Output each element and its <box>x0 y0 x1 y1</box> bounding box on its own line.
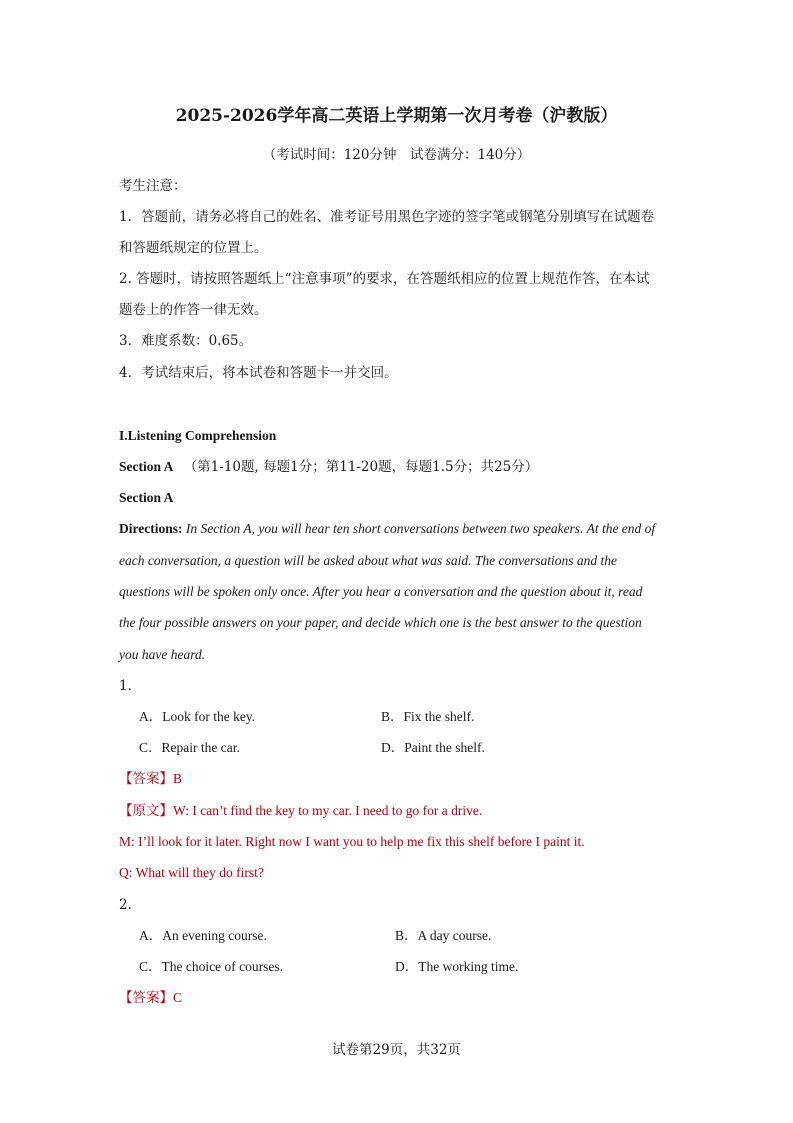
script-text: W: I can’t find the key to my car. I need to go for a drive. <box>173 803 483 818</box>
directions-text: the four possible answers on your paper, and decide which one is the best answer to the question <box>119 615 642 630</box>
option-c: C．Repair the car. <box>139 740 240 755</box>
option-d: D．The working time. <box>395 959 519 974</box>
option-d: D．Paint the shelf. <box>381 740 485 755</box>
notice-item: 1．答题前，请务必将自己的姓名、准考证号用黑色字迹的签字笔或钢笔分别填写在试题卷 <box>119 209 655 225</box>
page-footer: 试卷第29页，共32页 <box>332 1042 461 1058</box>
script-line <box>119 801 482 821</box>
option-b: B．A day course. <box>395 928 492 943</box>
answer-line <box>119 988 182 1008</box>
directions-text: In Section A, you will hear ten short conversations between two speakers. At the end of <box>185 521 656 536</box>
section-a-scoring-line <box>119 457 538 477</box>
section-a-heading: Section A <box>119 490 174 505</box>
section-a-label: Section A <box>119 459 174 474</box>
notice-heading: 考生注意： <box>119 178 187 194</box>
script-text: M: I’ll look for it later. Right now I want you to help me fix this shelf before I paint it. <box>119 834 585 849</box>
script-label: 【原文】 <box>119 803 173 819</box>
directions-text: questions will be spoken only once. After you hear a conversation and the question about it, read <box>119 584 643 599</box>
option-b: B．Fix the shelf. <box>381 709 475 724</box>
answer-label: 【答案】 <box>119 990 173 1006</box>
notice-item: 和答题纸规定的位置上。 <box>119 240 268 256</box>
question-number: 2． <box>119 897 142 913</box>
notice-item: 4．考试结束后，将本试卷和答题卡一并交回。 <box>119 365 398 381</box>
answer-label: 【答案】 <box>119 771 173 787</box>
notice-item: 题卷上的作答一律无效。 <box>119 302 268 318</box>
option-a: A．An evening course. <box>139 928 267 943</box>
directions-text: you have heard. <box>119 647 206 662</box>
directions-text: each conversation, a question will be asked about what was said. The conversations and the <box>119 553 617 568</box>
page-title: 2025-2026学年高二英语上学期第一次月考卷（沪教版） <box>175 106 618 126</box>
option-c: C．The choice of courses. <box>139 959 283 974</box>
script-text: Q: What will they do first? <box>119 865 264 880</box>
question-number: 1． <box>119 678 142 694</box>
answer-line <box>119 769 182 789</box>
answer-value: C <box>173 990 183 1005</box>
notice-item: 3．难度系数：0.65。 <box>119 333 253 349</box>
section-a-scoring: （第1-10题, 每题1分；第11-20题，每题1.5分；共25分） <box>183 459 539 475</box>
option-a: A．Look for the key. <box>139 709 256 724</box>
directions-label: Directions: <box>119 521 183 536</box>
exam-info: （考试时间：120分钟 试卷满分：140分） <box>262 147 531 163</box>
notice-item: 2. 答题时，请按照答题纸上“注意事项”的要求，在答题纸相应的位置上规范作答，在本试 <box>119 271 650 287</box>
directions-line <box>119 519 675 539</box>
answer-value: B <box>173 771 183 786</box>
part-title: I.Listening Comprehension <box>119 428 277 443</box>
